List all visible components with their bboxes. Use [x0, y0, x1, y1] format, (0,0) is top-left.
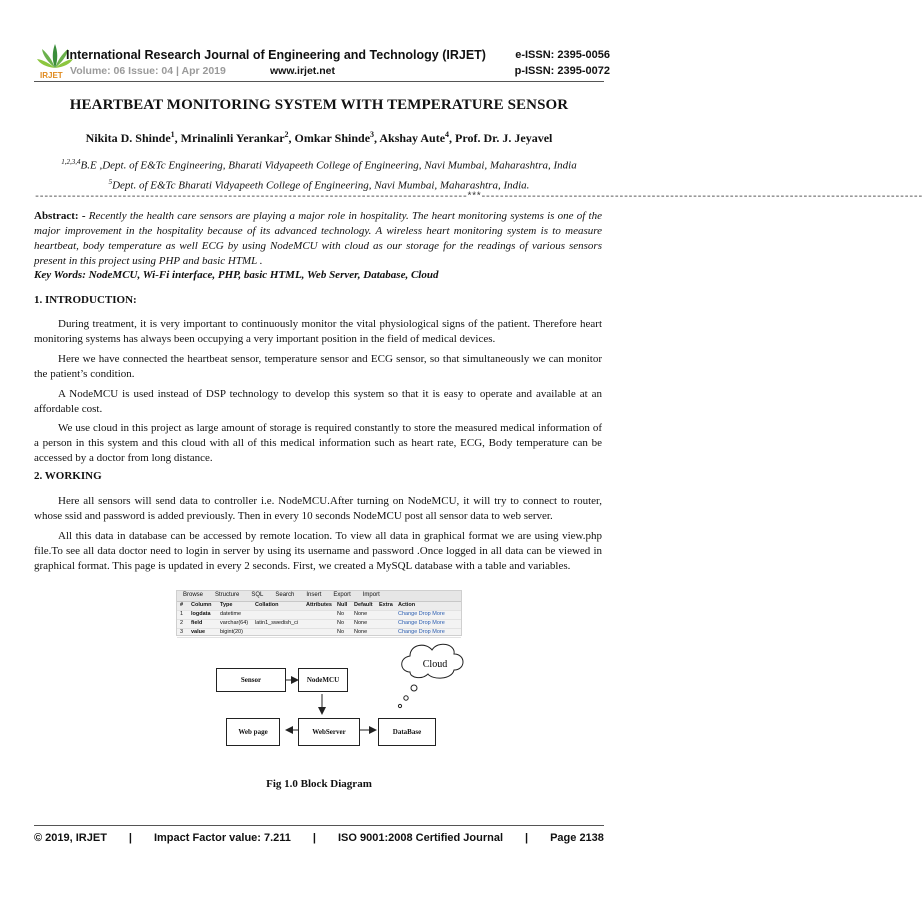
footer-iso: ISO 9001:2008 Certified Journal	[337, 832, 504, 844]
paragraph: A NodeMCU is used instead of DSP technology to develop this system so that it is easy to operate and available at an affordable cost.	[34, 388, 602, 415]
logo-wordmark: IRJET	[40, 71, 63, 80]
footer-rule	[34, 825, 604, 826]
nodemcu-block: NodeMCU	[298, 668, 348, 692]
volume-issue: Volume: 06 Issue: 04 | Apr 2019	[70, 65, 226, 77]
journal-website[interactable]: www.irjet.net	[270, 65, 335, 77]
paper-title: HEARTBEAT MONITORING SYSTEM WITH TEMPERATURE SENSOR	[69, 97, 569, 113]
section-heading: 1. INTRODUCTION:	[34, 294, 137, 306]
author: Akshay Aute	[379, 131, 446, 145]
author: Omkar Shinde	[294, 131, 371, 145]
keywords-text: : NodeMCU, Wi-Fi interface, PHP, basic HTML, Web Server, Database, Cloud	[82, 269, 439, 281]
eissn: e-ISSN: 2395-0056	[515, 49, 610, 61]
author: Prof. Dr. J. Jeyavel	[455, 131, 553, 145]
db-tab: SQL	[251, 592, 264, 598]
abstract	[34, 209, 602, 269]
figure-caption: Fig 1.0 Block Diagram	[266, 778, 372, 790]
pissn: p-ISSN: 2395-0072	[514, 65, 610, 77]
keywords	[34, 268, 602, 283]
abstract-text: Recently the health care sensors are playing a major role in hospitality. The heart monitoring systems is one of the major improvement in the hospitality because of its advanced technology. A wireless heart monitoring system is to measure heartbeat, body temperature as well ECG by using NodeMCU with cloud as our storage for the readings of various sensors present in this project using PHP and basic HTML .	[34, 210, 602, 267]
database-table-screenshot	[176, 590, 462, 636]
webpage-block: Web page	[226, 718, 280, 746]
db-row: 3 value bigint(20) No None Change Drop More	[177, 629, 461, 638]
cloud-bubble	[398, 704, 401, 707]
db-tab: Structure	[215, 592, 240, 598]
affiliation-1: $^{1,2,3,4}$B.E ,Dept. of E&Tc Engineering, Bharati Vidyapeeth College of Engineering, Navi Mumbai, Maharashtra, India	[61, 158, 577, 172]
author: Mrinalinli Yerankar	[180, 131, 285, 145]
section-heading: 2. WORKING	[34, 470, 102, 482]
footer-divider: |	[312, 832, 316, 844]
db-tab: Insert	[306, 592, 322, 598]
paragraph: Here all sensors will send data to controller i.e. NodeMCU.After turning on NodeMCU, it will try to connect to router, whose ssid and password is added previously. Then in every 10 seconds NodeMCU post all sensor data to web server.	[34, 495, 602, 522]
database-block: DataBase	[378, 718, 436, 746]
sensor-block: Sensor	[216, 668, 286, 692]
journal-name: International Research Journal of Engineering and Technology (IRJET)	[66, 48, 486, 62]
db-tab: Search	[275, 592, 295, 598]
db-tab: Browse	[183, 592, 204, 598]
db-tab-bar	[177, 591, 461, 602]
footer-page: Page 2138	[550, 832, 604, 844]
abstract-label: Abstract: -	[34, 210, 86, 222]
author-list: Nikita D. Shinde$^1$, Mrinalinli Yerankar$^2$, Omkar Shinde$^3$, Akshay Aute$^4$, Prof. Dr. J. Jeyavel	[85, 130, 553, 145]
cloud-label: Cloud	[422, 659, 448, 670]
author: Nikita D. Shinde	[85, 131, 171, 145]
page-footer	[34, 832, 604, 844]
header-rule	[34, 81, 604, 82]
affiliation-2: $^5$Dept. of E&Tc Bharati Vidyapeeth College of Engineering, Navi Mumbai, Maharashtra, India.	[108, 178, 530, 192]
separator-line: ----------------------------------------------------------------------------------------------***------------------------------------------------------------------------------------------------	[34, 192, 922, 203]
cloud-bubble	[404, 696, 408, 700]
paragraph: During treatment, it is very important to continuously monitor the vital physiological signs of the patient. Therefore heart monitoring systems has always been occupying a very important position in the field of medical devices.	[34, 318, 602, 345]
db-header-row: # Column Type Collation Attributes Null Default Extra Action	[177, 602, 461, 611]
paragraph: Here we have connected the heartbeat sensor, temperature sensor and ECG sensor, so that simultaneously we can monitor the patient’s condition.	[34, 353, 602, 380]
keywords-label: Key Words	[34, 269, 83, 281]
cloud-bubble	[411, 685, 417, 691]
db-row: 1 logdata datetime No None Change Drop More	[177, 611, 461, 620]
db-row: 2 field varchar(64) latin1_swedish_ci No None Change Drop More	[177, 620, 461, 629]
db-tab: Import	[362, 592, 380, 598]
paragraph: We use cloud in this project as large amount of storage is required constantly to store the measured medical information of a person in this system and this cloud with all of this medical information such as heart rate, ECG, Body temperature can be accessed by a doctor from long distance.	[34, 422, 602, 464]
footer-impact: Impact Factor value: 7.211	[153, 832, 291, 844]
paragraph: All this data in database can be accessed by remote location. To view all data in graphical format we are using view.php file.To see all data doctor need to login in server by using its username and password .Once logged in all data can be viewed in graphical format. This page is updated in every 2 seconds. First, we created a MySQL database with a table and variables.	[34, 530, 602, 572]
footer-copyright: © 2019, IRJET	[34, 832, 107, 844]
separator-mark: ***	[466, 192, 481, 203]
footer-divider: |	[128, 832, 132, 844]
footer-divider: |	[525, 832, 529, 844]
webserver-block: WebServer	[298, 718, 360, 746]
db-tab: Export	[333, 592, 351, 598]
